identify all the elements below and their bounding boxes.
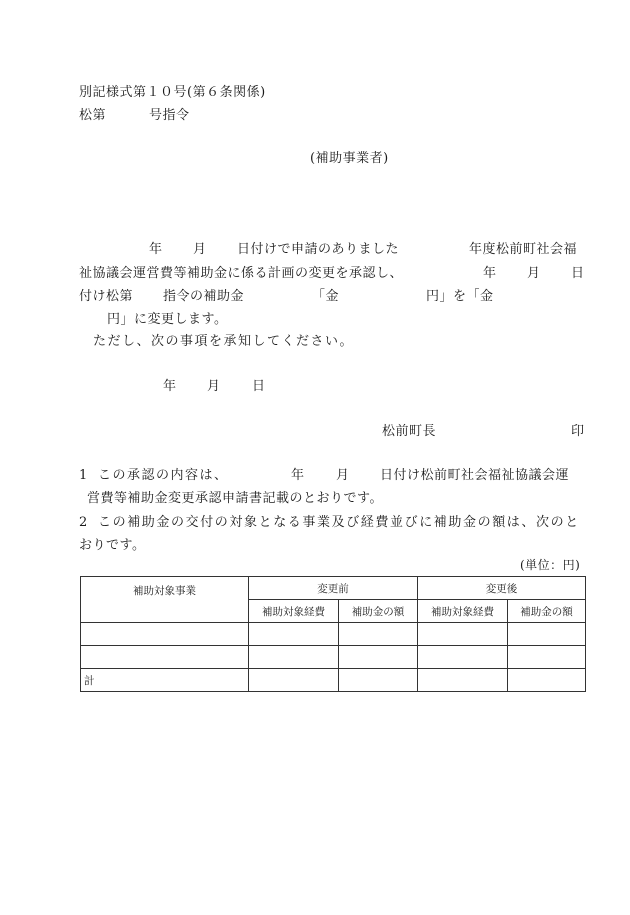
table-cell: [249, 669, 339, 692]
body-line2-nen: 年: [483, 266, 497, 281]
condition1-text-a: この承認の内容は、: [98, 468, 229, 483]
condition1-text-c: 営費等補助金変更承認申請書記載のとおりです。: [87, 491, 383, 506]
form-number: 別記様式第１０号(第６条関係): [79, 85, 266, 100]
total-label: 計: [81, 669, 249, 692]
table-cell: [249, 646, 339, 669]
table-cell: [508, 646, 586, 669]
condition2-number: 2: [79, 515, 88, 530]
body-line3-kin-open: 「金: [312, 289, 340, 304]
table-cell: [249, 623, 339, 646]
body-line1-hizuke: 日付けで申請のありました: [237, 242, 400, 257]
header-after-expense: 補助対象経費: [418, 600, 508, 623]
table-row: [81, 646, 586, 669]
condition1-text-b: 日付け松前町社会福祉協議会運: [380, 468, 570, 483]
table-cell: [339, 669, 418, 692]
table-cell: [508, 623, 586, 646]
subsidy-table: [80, 576, 586, 692]
table-cell: [508, 669, 586, 692]
reference-suffix: 号指令: [149, 108, 190, 123]
body-line1-tsuki: 月: [193, 242, 207, 257]
table-header-row: [81, 577, 586, 600]
table-total-row: [81, 669, 586, 692]
header-before-change: 変更前: [249, 577, 418, 600]
date-hi: 日: [252, 379, 266, 394]
condition1-nen: 年: [291, 468, 305, 483]
header-before-expense: 補助対象経費: [249, 600, 339, 623]
body-line2-text: 祉協議会運営費等補助金に係る計画の変更を承認し、: [79, 266, 404, 281]
table-cell: [81, 646, 249, 669]
body-line2-tsuki: 月: [527, 266, 541, 281]
table-cell: [81, 623, 249, 646]
header-after-change: 変更後: [418, 577, 586, 600]
body-line3-text-b: 指令の補助金: [163, 289, 245, 304]
body-line2-hi: 日: [571, 266, 585, 281]
header-after-amount: 補助金の額: [508, 600, 586, 623]
date-nen: 年: [163, 379, 177, 394]
signature-title: 松前町長: [382, 424, 437, 439]
body-line3-yen-close: 円」を「金: [426, 289, 494, 304]
unit-label: (単位：円): [520, 558, 581, 572]
body-line4: 円」に変更します。: [107, 312, 228, 327]
condition1-number: 1: [79, 468, 88, 483]
date-tsuki: 月: [207, 379, 221, 394]
body-line1-nen: 年: [149, 242, 163, 257]
header-project: 補助対象事業: [81, 577, 249, 623]
body-line5: ただし、次の事項を承知してください。: [93, 334, 355, 349]
table-row: [81, 623, 586, 646]
body-line1-nendo: 年度松前町社会福: [469, 242, 578, 257]
table-cell: [418, 646, 508, 669]
reference-prefix: 松第: [79, 108, 107, 123]
body-line3-text-a: 付け松第: [79, 289, 134, 304]
table-cell: [339, 623, 418, 646]
condition2-text-a: この補助金の交付の対象となる事業及び経費並びに補助金の額は、次のと: [98, 515, 580, 530]
header-before-amount: 補助金の額: [339, 600, 418, 623]
seal-mark: 印: [571, 424, 585, 439]
recipient-label: (補助事業者): [310, 151, 389, 166]
condition1-tsuki: 月: [336, 468, 350, 483]
table-cell: [418, 623, 508, 646]
condition2-text-b: おりです。: [79, 538, 146, 553]
table-cell: [418, 669, 508, 692]
table-cell: [339, 646, 418, 669]
